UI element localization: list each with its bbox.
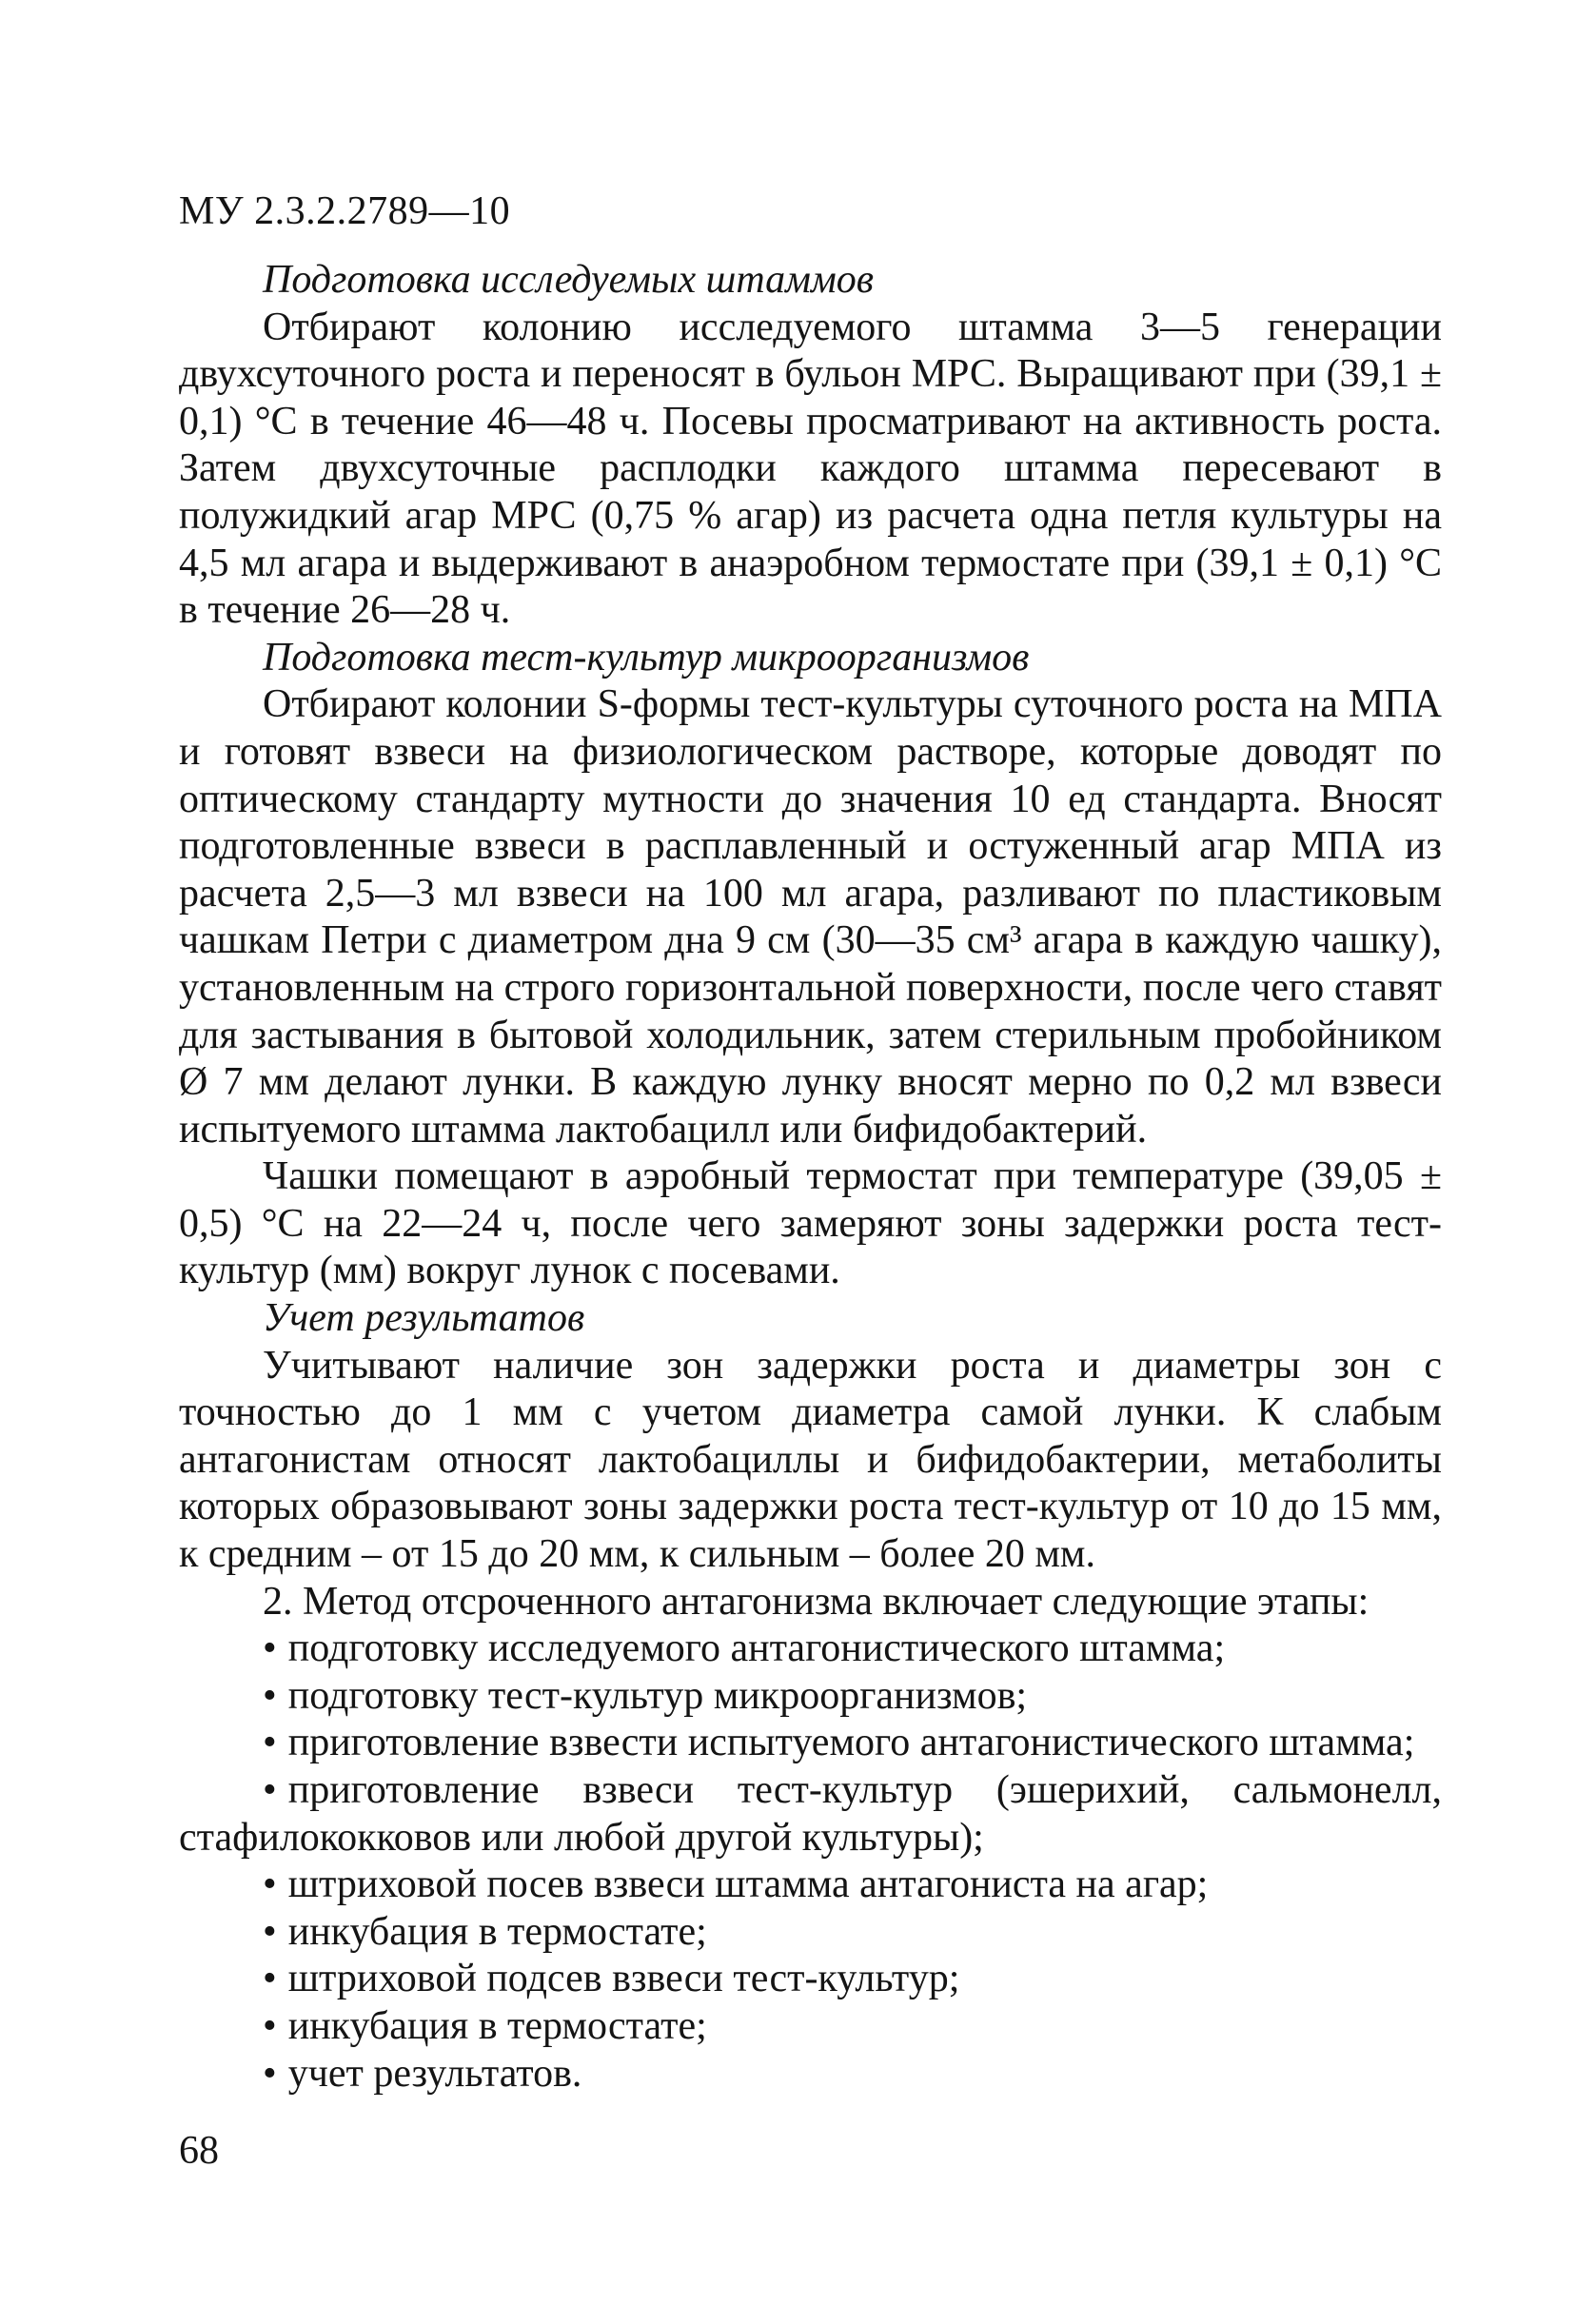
- list-item-text: штриховой посев взвеси штамма антагониста на агар;: [287, 1862, 1209, 1907]
- document-body: [179, 257, 1442, 2098]
- bullet-icon: •: [263, 1673, 277, 1718]
- bullet-icon: •: [263, 1626, 277, 1671]
- list-item: [179, 2051, 1442, 2098]
- list-item: [179, 1909, 1442, 1957]
- section-heading: Учет результатов: [263, 1296, 585, 1341]
- list-item-text: инкубация в термостате;: [287, 2003, 707, 2048]
- page-number: 68: [179, 2129, 219, 2173]
- paragraph: 2. Метод отсроченного антагонизма включает следующие этапы:: [263, 1579, 1369, 1624]
- list-item: [179, 1956, 1442, 2003]
- document-header: МУ 2.3.2.2789—10: [179, 189, 511, 233]
- paragraph: Учитывают наличие зон задержки роста и диаметры зон с точностью до 1 мм с учетом диаметра самой лунки. К слабым антагонистам относят лактобациллы и бифидобактерии, метаболиты которых образовывают зоны задержки роста тест-культур от 10 до 15 мм, к средним – от 15 до 20 мм, к сильным – более 20 мм.: [179, 1343, 1442, 1577]
- bullet-icon: •: [263, 1768, 277, 1812]
- list-item-text: подготовку исследуемого антагонистического штамма;: [287, 1626, 1226, 1671]
- list-item-text: приготовление взвести испытуемого антагонистического штамма;: [287, 1721, 1415, 1765]
- list-item: [179, 2003, 1442, 2051]
- list-item: [179, 1625, 1442, 1673]
- bullet-icon: •: [263, 2051, 277, 2096]
- section-heading: Подготовка исследуемых штаммов: [263, 258, 875, 302]
- list-item-text: приготовление взвеси тест-культур (эшерихий, сальмонелл, стафилококковов или любой другой культуры);: [179, 1768, 1442, 1860]
- list-item: [179, 1767, 1442, 1862]
- bullet-icon: •: [263, 1721, 277, 1765]
- paragraph: Отбирают колонию исследуемого штамма 3—5 генерации двухсуточного роста и переносят в бульон МРС. Выращивают при (39,1 ± 0,1) °С в течение 46—48 ч. Посевы просматривают на активность роста. Затем двухсуточные расплодки каждого штамма пересевают в полужидкий агар МРС (0,75 % агар) из расчета одна петля культуры на 4,5 мл агара и выдерживают в анаэробном термостате при (39,1 ± 0,1) °С в течение 26—28 ч.: [179, 305, 1442, 633]
- bullet-icon: •: [263, 1957, 277, 2001]
- list-item-text: подготовку тест-культур микроорганизмов;: [287, 1673, 1028, 1718]
- list-item-text: учет результатов.: [287, 2051, 582, 2096]
- paragraph: Отбирают колонии S-формы тест-культуры суточного роста на МПА и готовят взвеси на физиологическом растворе, которые доводят по оптическому стандарту мутности до значения 10 ед стандарта. Вносят подготовленные взвеси в расплавленный и остуженный агар МПА из расчета 2,5—3 мл взвеси на 100 мл агара, разливают по пластиковым чашкам Петри с диаметром дна 9 см (30—35 см³ агара в каждую чашку), установленным на строго горизонтальной поверхности, после чего ставят для застывания в бытовой холодильник, затем стерильным пробойником Ø 7 мм делают лунки. В каждую лунку вносят мерно по 0,2 мл взвеси испытуемого штамма лактобацилл или бифидобактерий.: [179, 682, 1442, 1152]
- list-item: [179, 1862, 1442, 1909]
- paragraph: Чашки помещают в аэробный термостат при температуре (39,05 ± 0,5) °С на 22—24 ч, после чего замеряют зоны задержки роста тест-культур (мм) вокруг лунок с посевами.: [179, 1154, 1442, 1293]
- section-heading: Подготовка тест-культур микроорганизмов: [263, 635, 1030, 680]
- list-item: [179, 1673, 1442, 1721]
- list-item: [179, 1720, 1442, 1767]
- bullet-icon: •: [263, 1862, 277, 1907]
- bullet-icon: •: [263, 1909, 277, 1954]
- list-item-text: штриховой подсев взвеси тест-культур;: [287, 1957, 960, 2001]
- bullet-icon: •: [263, 2003, 277, 2048]
- list-item-text: инкубация в термостате;: [287, 1909, 707, 1954]
